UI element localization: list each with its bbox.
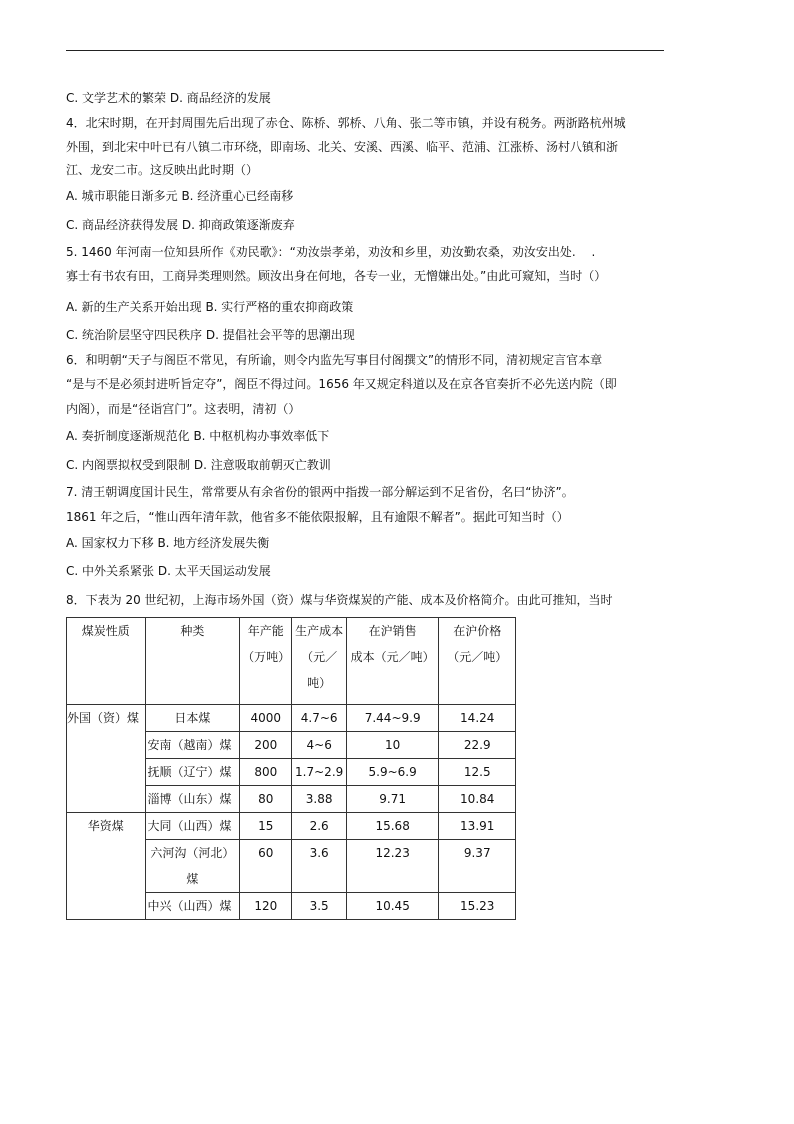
cell-type: 中兴（山西）煤 bbox=[145, 893, 240, 920]
q4-stem-line1: 4．北宋时期，在开封周围先后出现了赤仓、陈桥、郭桥、八角、张二等市镇，并设有税务。两浙路杭州城 bbox=[66, 116, 626, 130]
cell-sales: 10.45 bbox=[346, 893, 439, 920]
cell-price: 14.24 bbox=[439, 705, 516, 732]
q5-options-cd: C. 统治阶层坚守四民秩序 D. 提倡社会平等的思潮出现 bbox=[66, 328, 355, 342]
cell-capacity: 15 bbox=[240, 813, 292, 840]
cell-type: 安南（越南）煤 bbox=[145, 732, 240, 759]
cell-price: 12.5 bbox=[439, 759, 516, 786]
cell-price: 9.37 bbox=[439, 840, 516, 893]
cell-price: 15.23 bbox=[439, 893, 516, 920]
cell-cost: 2.6 bbox=[292, 813, 346, 840]
cell-sales: 5.9~6.9 bbox=[346, 759, 439, 786]
q6-options-cd: C. 内阁票拟权受到限制 D. 注意吸取前朝灭亡教训 bbox=[66, 458, 331, 472]
cell-sales: 12.23 bbox=[346, 840, 439, 893]
q4-options-ab: A. 城市职能日渐多元 B. 经济重心已经南移 bbox=[66, 189, 294, 203]
cell-capacity: 60 bbox=[240, 840, 292, 893]
cell-capacity: 120 bbox=[240, 893, 292, 920]
cell-cost: 3.5 bbox=[292, 893, 346, 920]
q6-stem-line2: “是与不是必须封进听旨定夺”，阁臣不得过问。1656 年又规定科道以及在京各官奏折不必先送内院（即 bbox=[66, 377, 617, 391]
header-sales-cost: 在沪销售 成本（元／吨） bbox=[346, 618, 439, 705]
table-row bbox=[67, 813, 516, 840]
header-cost: 生产成本 （元／ 吨） bbox=[292, 618, 346, 705]
cell-type: 淄博（山东）煤 bbox=[145, 786, 240, 813]
q4-stem-line2: 外围，到北宋中叶已有八镇二市环绕，即南场、北关、安溪、西溪、临平、范浦、江涨桥、汤村八镇和浙 bbox=[66, 140, 619, 154]
cell-cost: 4.7~6 bbox=[292, 705, 346, 732]
q4-stem-line3: 江、龙安二市。这反映出此时期（） bbox=[66, 163, 259, 177]
q3-options-cd: C. 文学艺术的繁荣 D. 商品经济的发展 bbox=[66, 91, 271, 105]
cell-price: 13.91 bbox=[439, 813, 516, 840]
cell-capacity: 200 bbox=[240, 732, 292, 759]
q5-options-ab: A. 新的生产关系开始出现 B. 实行严格的重农抑商政策 bbox=[66, 300, 354, 314]
header-type: 种类 bbox=[145, 618, 240, 705]
cell-capacity: 4000 bbox=[240, 705, 292, 732]
group-chinese: 华资煤 bbox=[67, 813, 146, 920]
cell-sales: 7.44~9.9 bbox=[346, 705, 439, 732]
group-foreign: 外国（资）煤 bbox=[67, 705, 146, 813]
header-price: 在沪价格 （元／吨） bbox=[439, 618, 516, 705]
cell-sales: 9.71 bbox=[346, 786, 439, 813]
cell-sales: 10 bbox=[346, 732, 439, 759]
q7-options-ab: A. 国家权力下移 B. 地方经济发展失衡 bbox=[66, 536, 270, 550]
q5-stem-line1: 5. 1460 年河南一位知县所作《劝民歌》：“劝汝崇孝弟，劝汝和乡里，劝汝勤农桑，劝汝安出处. . bbox=[66, 245, 596, 259]
cell-capacity: 80 bbox=[240, 786, 292, 813]
header-nature: 煤炭性质 bbox=[67, 618, 146, 705]
q4-options-cd: C. 商品经济获得发展 D. 抑商政策逐渐废弃 bbox=[66, 218, 295, 232]
cell-type: 大同（山西）煤 bbox=[145, 813, 240, 840]
cell-price: 10.84 bbox=[439, 786, 516, 813]
q5-stem-line2: 寡士有书农有田，工商异类理则然。顾汝出身在何地，各专一业，无憎嫌出处。”由此可窥知，当时（） bbox=[66, 269, 607, 283]
cell-type: 六河沟（河北） 煤 bbox=[145, 840, 240, 893]
cell-cost: 3.88 bbox=[292, 786, 346, 813]
table-row bbox=[67, 705, 516, 732]
q7-stem-line1: 7. 清王朝调度国计民生，常常要从有余省份的银两中指拨一部分解运到不足省份，名曰“协济”。 bbox=[66, 485, 574, 499]
header-rule bbox=[66, 50, 664, 51]
cell-cost: 1.7~2.9 bbox=[292, 759, 346, 786]
cell-capacity: 800 bbox=[240, 759, 292, 786]
q8-stem-line1: 8．下表为 20 世纪初，上海市场外国（资）煤与华资煤炭的产能、成本及价格简介。由此可推知，当时 bbox=[66, 593, 613, 607]
q6-stem-line1: 6．和明朝“天子与阁臣不常见，有所谕，则令内监先写事目付阁撰文”的情形不同，清初规定言官本章 bbox=[66, 353, 603, 367]
table-header-row bbox=[67, 618, 516, 705]
cell-type: 日本煤 bbox=[145, 705, 240, 732]
cell-cost: 4~6 bbox=[292, 732, 346, 759]
cell-type: 抚顺（辽宁）煤 bbox=[145, 759, 240, 786]
cell-price: 22.9 bbox=[439, 732, 516, 759]
q6-options-ab: A. 奏折制度逐渐规范化 B. 中枢机构办事效率低下 bbox=[66, 429, 330, 443]
cell-sales: 15.68 bbox=[346, 813, 439, 840]
q7-stem-line2: 1861 年之后，“惟山西年清年款，他省多不能依限报解，且有逾限不解者”。据此可知当时（） bbox=[66, 510, 569, 524]
q6-stem-line3: 内阁），而是“径诣宫门”。这表明，清初（） bbox=[66, 402, 301, 416]
coal-table bbox=[66, 617, 516, 920]
header-capacity: 年产能 （万吨） bbox=[240, 618, 292, 705]
q7-options-cd: C. 中外关系紧张 D. 太平天国运动发展 bbox=[66, 564, 271, 578]
cell-cost: 3.6 bbox=[292, 840, 346, 893]
